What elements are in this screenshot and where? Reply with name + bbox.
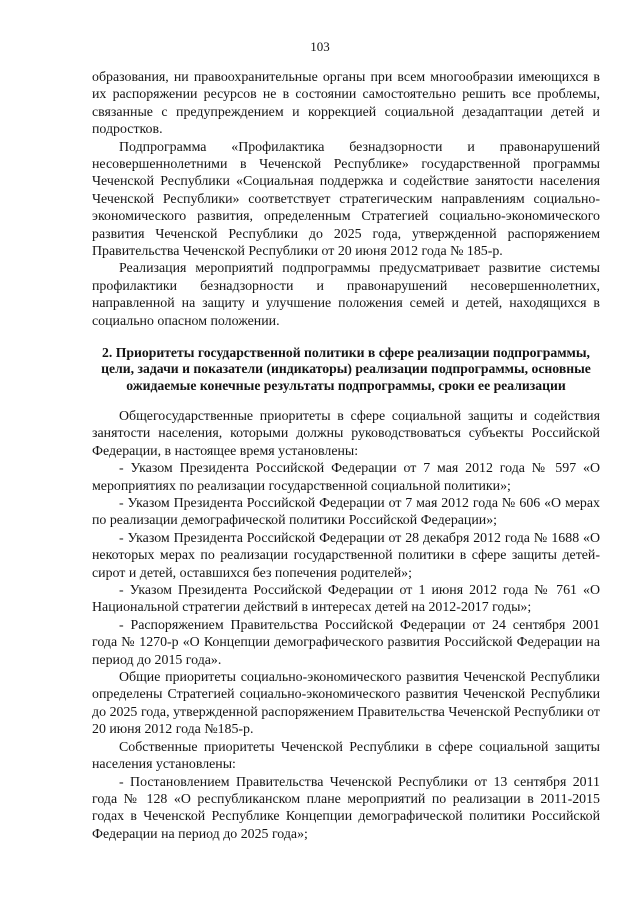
section-heading: 2. Приоритеты государственной политики в сфере реализации подпрограммы, цели, задачи и показатели (индикаторы) реализации подпрограммы, основные ожидаемые конечные результаты подпрограммы, сроки ее реализации (101, 345, 591, 393)
list-dash: - (119, 530, 124, 546)
list-dash: - (119, 583, 124, 599)
list-dash: - (119, 496, 124, 512)
regional-item: - Постановлением Правительства Чеченской Республики от 13 сентября 2011 года № 128 «О республиканском плане мероприятий по реализации в 2011-2015 годах в Чеченской Республике Концепции демографической политики Российской Федерации на период до 2025 года»; (92, 774, 600, 842)
paragraph-top-1: образования, ни правоохранительные органы при всем многообразии имеющихся в их распоряжении ресурсов не в состоянии самостоятельно решить все проблемы, связанные с предупреждением и коррекцией социальной дезадаптации детей и подростков. (92, 70, 600, 138)
common-priorities-paragraph: Общие приоритеты социально-экономического развития Чеченской Республики определены Стратегией социально-экономического развития Чеченской Республики до 2025 года, утвержденной распоряжением Правительства Чеченской Республики от 20 июня 2012 года №185-р. (92, 670, 600, 738)
page-number: 103 (310, 39, 330, 54)
federal-item: - Распоряжением Правительства Российской Федерации от 24 сентября 2001 года № 1270-р «О Концепции демографического развития Российской Федерации на период до 2015 года». (92, 617, 600, 668)
paragraph-top-3: Реализация мероприятий подпрограммы предусматривает развитие системы профилактики безнадзорности и правонарушений несовершеннолетних, направленной на защиту и улучшение положения семей и детей, находящихся в социально опасном положении. (92, 261, 600, 329)
list-dash: - (119, 461, 124, 477)
intro-paragraph: Общегосударственные приоритеты в сфере социальной защиты и содействия занятости населения, которыми должны руководствоваться субъекты Российской Федерации, в настоящее время установлены: (92, 408, 600, 459)
federal-item: - Указом Президента Российской Федерации от 7 мая 2012 года № 597 «О мероприятиях по реализации государственной социальной политики»; (92, 461, 600, 494)
list-dash: - (119, 617, 124, 633)
paragraph-top-2: Подпрограмма «Профилактика безнадзорности и правонарушений несовершеннолетними в Чеченской Республике» государственной программы Чеченской Республики «Социальная поддержка и содействие занятости населения Чеченской Республики» соответствует стратегическим направлениям социально-экономического развития, определенным Стратегией социально-экономического развития Чеченской Республики до 2025 года, утвержденной распоряжением Правительства Чеченской Республики от 20 июня 2012 года № 185-р. (92, 139, 600, 260)
document-body (92, 69, 600, 843)
own-priorities-paragraph: Собственные приоритеты Чеченской Республики в сфере социальной защиты населения установлены: (92, 739, 600, 773)
federal-item: - Указом Президента Российской Федерации от 1 июня 2012 года № 761 «О Национальной стратегии действий в интересах детей на 2012-2017 годы»; (92, 583, 600, 616)
federal-item: - Указом Президента Российской Федерации от 28 декабря 2012 года № 1688 «О некоторых мерах по реализации государственной политики в сфере защиты детей-сирот и детей, оставшихся без попечения родителей»; (92, 530, 600, 581)
list-dash: - (119, 774, 124, 790)
spacer (92, 330, 600, 345)
federal-item: - Указом Президента Российской Федерации от 7 мая 2012 года № 606 «О мерах по реализации демографической политики Российской Федерации»; (92, 496, 600, 529)
spacer (92, 394, 600, 408)
